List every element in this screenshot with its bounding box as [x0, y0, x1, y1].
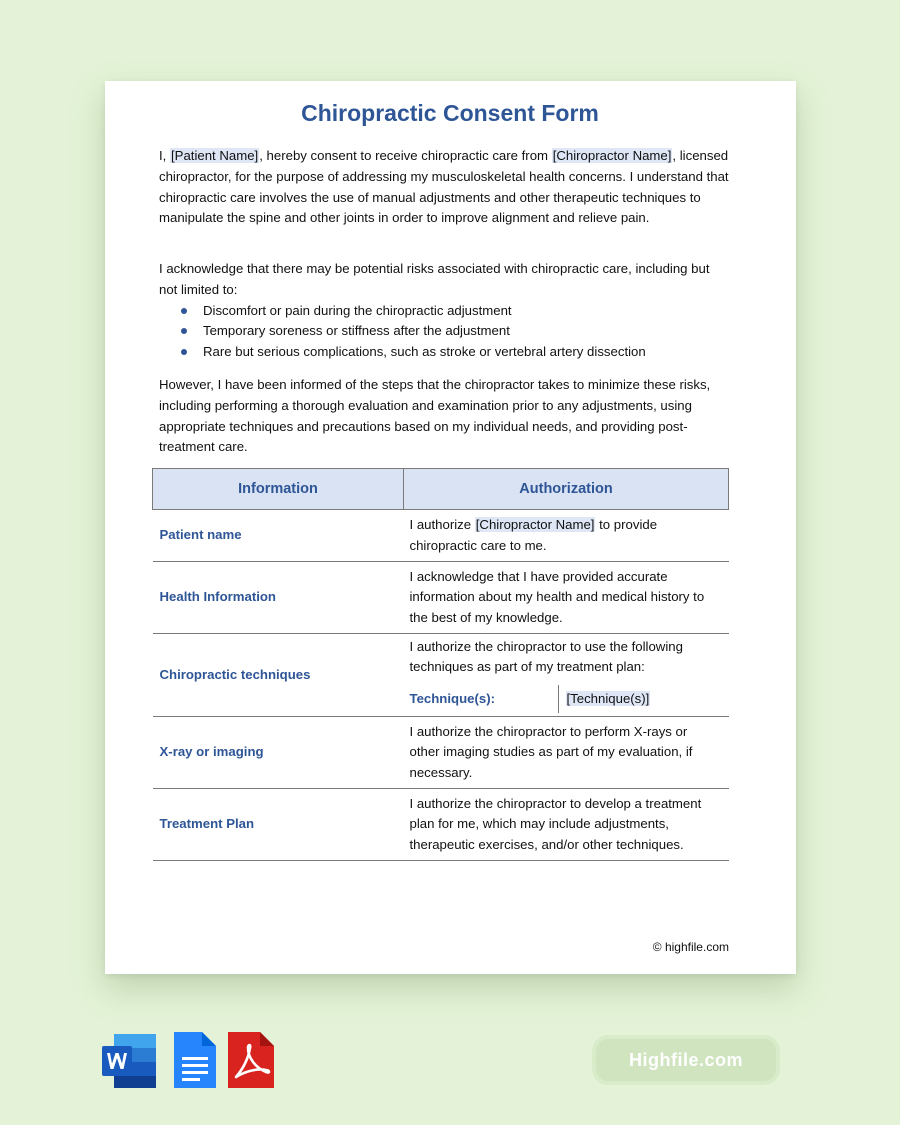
row-label-health: Health Information: [153, 562, 404, 634]
technique-subtable: [410, 685, 729, 714]
row-text-health: I acknowledge that I have provided accurate information about my health and medical history to the best of my knowledge.: [404, 562, 729, 634]
precautions-paragraph: However, I have been informed of the steps that the chiropractor takes to minimize these risks, including performing a thorough evaluation and examination prior to any adjustments, using appropriate techniques and precautions based on my individual needs, and providing post-treatment care.: [159, 377, 711, 455]
bullet-icon: [181, 328, 187, 334]
row-text-patient: I authorize [Chiropractor Name] to provide chiropractic care to me.: [404, 510, 729, 562]
technique-label: Technique(s):: [409, 690, 495, 706]
consent-paragraph: I, [Patient Name], hereby consent to receive chiropractic care from [Chiropractor Name], licensed chiropractor, for the purpose of addressing my musculoskeletal health concerns. I understand that chiropractic care involves the use of manual adjustments and other therapeutic techniques to manipulate the spine and other joints in order to improve alignment and relieve pain.: [159, 148, 729, 226]
chiropractor-name-placeholder[interactable]: [Chiropractor Name]: [475, 516, 595, 532]
risks-list: [159, 301, 729, 363]
bullet-icon: [181, 308, 187, 314]
risks-intro: I acknowledge that there may be potential risks associated with chiropractic care, including but not limited to:: [159, 261, 710, 297]
patient-name-placeholder[interactable]: [Patient Name]: [171, 148, 259, 163]
document-title: Chiropractic Consent Form: [301, 100, 599, 126]
pdf-icon[interactable]: [224, 1030, 282, 1090]
row-text-techniques: I authorize the chiropractor to use the following techniques as part of my treatment plan: Technique(s): [Technique(s)]: [404, 634, 729, 717]
row-text-plan: I authorize the chiropractor to develop a treatment plan for me, which may include adjustments, therapeutic exercises, and/or other techniques.: [404, 789, 729, 861]
row-label-xray: X-ray or imaging: [153, 717, 404, 789]
chiropractor-name-placeholder[interactable]: [Chiropractor Name]: [552, 148, 672, 163]
risks-section: [159, 259, 729, 363]
row-label-plan: Treatment Plan: [153, 789, 404, 861]
table-row: [153, 717, 729, 789]
bullet-icon: [181, 349, 187, 355]
row-text-xray: I authorize the chiropractor to perform X-rays or other imaging studies as part of my evaluation, if necessary.: [404, 717, 729, 789]
header-authorization: Authorization: [404, 469, 729, 510]
list-item: Discomfort or pain during the chiropractic adjustment: [159, 301, 729, 322]
highfile-brand-button[interactable]: Highfile.com: [596, 1039, 776, 1081]
table-row: [153, 789, 729, 861]
google-docs-icon[interactable]: [166, 1030, 224, 1090]
row-label-techniques: Chiropractic techniques: [153, 634, 404, 717]
list-item: Temporary soreness or stiffness after the adjustment: [159, 321, 729, 342]
list-item: Rare but serious complications, such as stroke or vertebral artery dissection: [159, 342, 729, 363]
table-row: [153, 510, 729, 562]
header-information: Information: [153, 469, 404, 510]
table-header-row: [153, 469, 729, 510]
technique-placeholder[interactable]: [Technique(s)]: [566, 690, 650, 706]
copyright-footer: © highfile.com: [652, 940, 729, 954]
format-icons: [100, 1030, 282, 1090]
table-row: [153, 562, 729, 634]
row-label-patient: Patient name: [153, 510, 404, 562]
table-row: [153, 634, 729, 717]
authorization-table: [152, 468, 729, 861]
word-icon[interactable]: [100, 1030, 158, 1090]
technique-field[interactable]: [558, 685, 651, 714]
